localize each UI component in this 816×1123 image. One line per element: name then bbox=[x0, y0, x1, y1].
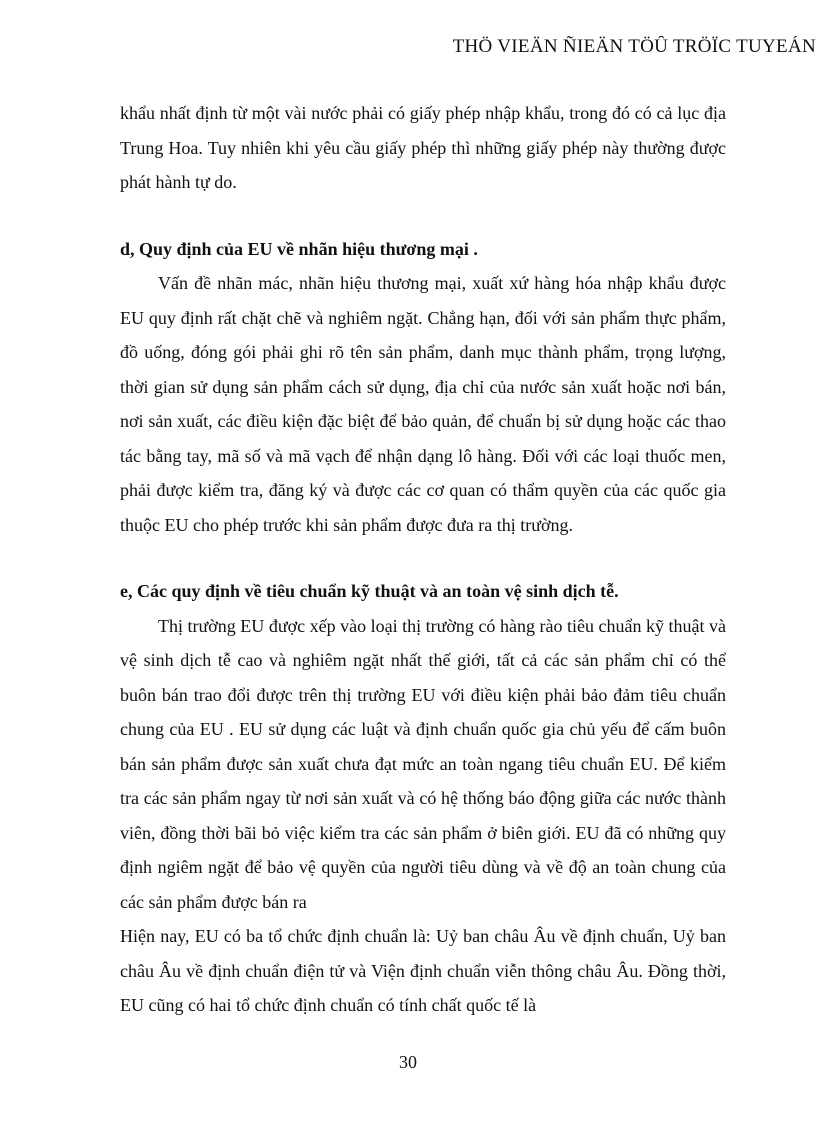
paragraph-e2: Hiện nay, EU có ba tổ chức định chuẩn là: Uỷ ban châu Âu về định chuẩn, Uỷ ban châu Âu về định chuẩn điện tử và Viện định chuẩn viễn thông châu Âu. Đồng thời, EU cũng có hai tổ chức định chuẩn có tính chất quốc tế là bbox=[120, 926, 726, 1015]
page-header bbox=[0, 36, 816, 58]
document-body bbox=[120, 96, 726, 1023]
paragraph-e1: Thị trường EU được xếp vào loại thị trường có hàng rào tiêu chuẩn kỹ thuật và vệ sinh dịch tễ cao và nghiêm ngặt nhất thế giới, tất cả các sản phẩm chỉ có thể buôn bán trao đổi được trên thị trường EU với điều kiện phải bảo đảm tiêu chuẩn chung của EU . EU sử dụng các luật và định chuẩn quốc gia chủ yếu để cấm buôn bán sản phẩm được sản xuất chưa đạt mức an toàn ngang tiêu chuẩn EU. Để kiểm tra các sản phẩm ngay từ nơi sản xuất và có hệ thống báo động giữa các nước thành viên, đồng thời bãi bỏ việc kiểm tra các sản phẩm ở biên giới. EU đã có những quy định ngiêm ngặt để bảo vệ quyền của người tiêu dùng và về độ an toàn chung của các sản phẩm được bán ra bbox=[120, 615, 726, 912]
paragraph-d: Vấn đề nhãn mác, nhãn hiệu thương mại, xuất xứ hàng hóa nhập khẩu được EU quy định rất chặt chẽ và nghiêm ngặt. Chẳng hạn, đối với sản phẩm thực phẩm, đồ uống, đóng gói phải ghi rõ tên sản phẩm, danh mục thành phẩm, trọng lượng, thời gian sử dụng sản phẩm cách sử dụng, địa chỉ của nước sản xuất hoặc nơi bán, nơi sản xuất, các điều kiện đặc biệt để bảo quản, để chuẩn bị sử dụng hoặc các thao tác bằng tay, mã số và mã vạch để nhận dạng lô hàng. Đối với các loại thuốc men, phải được kiểm tra, đăng ký và được các cơ quan có thẩm quyền của các quốc gia thuộc EU cho phép trước khi sản phẩm được đưa ra thị trường. bbox=[120, 273, 726, 535]
page-number: 30 bbox=[399, 1052, 417, 1072]
section-heading-d: d, Quy định của EU về nhãn hiệu thương mại . bbox=[120, 238, 478, 259]
paragraph-intro: khẩu nhất định từ một vài nước phải có giấy phép nhập khẩu, trong đó có cả lục địa Trung Hoa. Tuy nhiên khi yêu cầu giấy phép thì những giấy phép này thường được phát hành tự do. bbox=[120, 103, 726, 192]
section-heading-e: e, Các quy định về tiêu chuẩn kỹ thuật và an toàn vệ sinh dịch tễ. bbox=[120, 581, 619, 601]
header-title: THÖ VIEÄN ÑIEÄN TÖÛ TRÖÏC TUYEÁN bbox=[452, 36, 816, 57]
